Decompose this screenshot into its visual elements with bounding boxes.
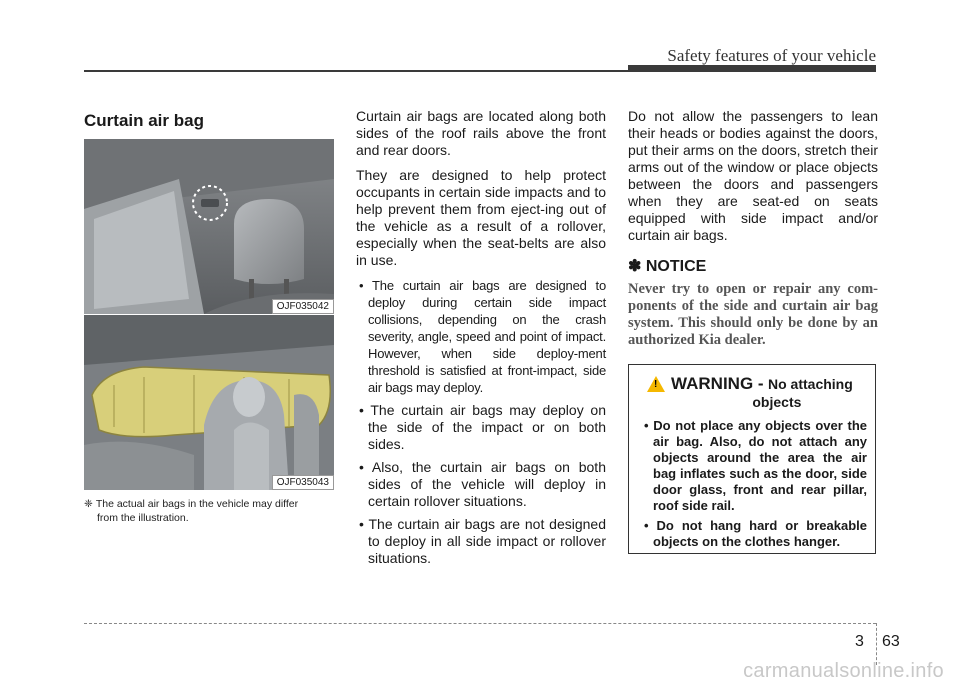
watermark: carmanualsonline.info — [743, 660, 944, 682]
figure-caption — [84, 497, 336, 525]
section-title: Curtain air bag — [84, 111, 204, 130]
bullet-item: • The curtain air bags may deploy on the side of the impact or on both sides. — [359, 402, 606, 452]
notice-heading — [628, 258, 878, 275]
warning-item: • Do not hang hard or breakable objects on the clothes hanger. — [644, 518, 867, 549]
notice-title: NOTICE — [645, 258, 707, 275]
header-tab — [628, 65, 876, 72]
warning-title — [671, 374, 853, 410]
figure-curtain-airbag — [84, 315, 334, 490]
bullet-item: • The curtain air bags are designed to deploy during certain side impact collisions, depending on the crash severity, angle, speed and point of impact. However, when side deploy-ment threshold is satisfied at front-impact, side air bags may deploy. — [359, 278, 607, 395]
warning-box — [628, 364, 876, 554]
warning-triangle-icon: ! — [647, 376, 665, 392]
notice-text: Never try to open or repair any com-ponents of the side and curtain air bag system. This should only be done by an authorized Kia dealer. — [628, 281, 878, 348]
warning-items — [641, 418, 867, 550]
page-number: 63 — [882, 633, 900, 650]
column-3 — [628, 108, 878, 357]
warning-item: • Do not place any objects over the air bag. Also, do not attach any objects around the area the air bag inflates such as the door, side door glass, front and rear pillar, roof side rail. — [644, 418, 868, 513]
page-separator — [876, 623, 877, 665]
warning-header — [629, 365, 875, 410]
notice-icon: ✽ — [628, 258, 642, 275]
warning-label: WARNING - — [671, 374, 764, 393]
footer-rule — [84, 623, 876, 624]
figure-label: OJF035043 — [272, 475, 334, 490]
paragraph: Curtain air bags are located along both sides of the roof rails above the front and rear doors. — [356, 108, 606, 158]
warning-subtitle-2: objects — [752, 394, 802, 410]
paragraph: Do not allow the passengers to lean their heads or bodies against the doors, put their arms on the doors, stretch their arms out of the window or place objects between the doors and passengers when they are seat-ed on seats equipped with side impact and/or curtain air bags. — [628, 108, 878, 243]
warning-subtitle-1: No attaching — [768, 376, 853, 392]
figure-roof-rail — [84, 139, 334, 314]
figure-label: OJF035042 — [272, 299, 334, 314]
column-2 — [356, 108, 606, 573]
caption-line-1: The actual air bags in the vehicle may differ — [95, 498, 299, 510]
paragraph: They are designed to help protect occupants in certain side impacts and to help prevent them from eject-ing out of the vehicle as a result of a rollover, especially when the seat-belts are also in use. — [356, 167, 606, 268]
bullet-item: • Also, the curtain air bags on both sides of the vehicle will deploy in certain rollover situations. — [359, 459, 606, 509]
bullet-item: • The curtain air bags are not designed to deploy in all side impact or rollover situations. — [359, 516, 606, 566]
caption-symbol: ❈ — [84, 498, 93, 510]
caption-line-2: from the illustration. — [97, 512, 189, 524]
header-title: Safety features of your vehicle — [667, 46, 876, 65]
chapter-number: 3 — [855, 633, 864, 650]
